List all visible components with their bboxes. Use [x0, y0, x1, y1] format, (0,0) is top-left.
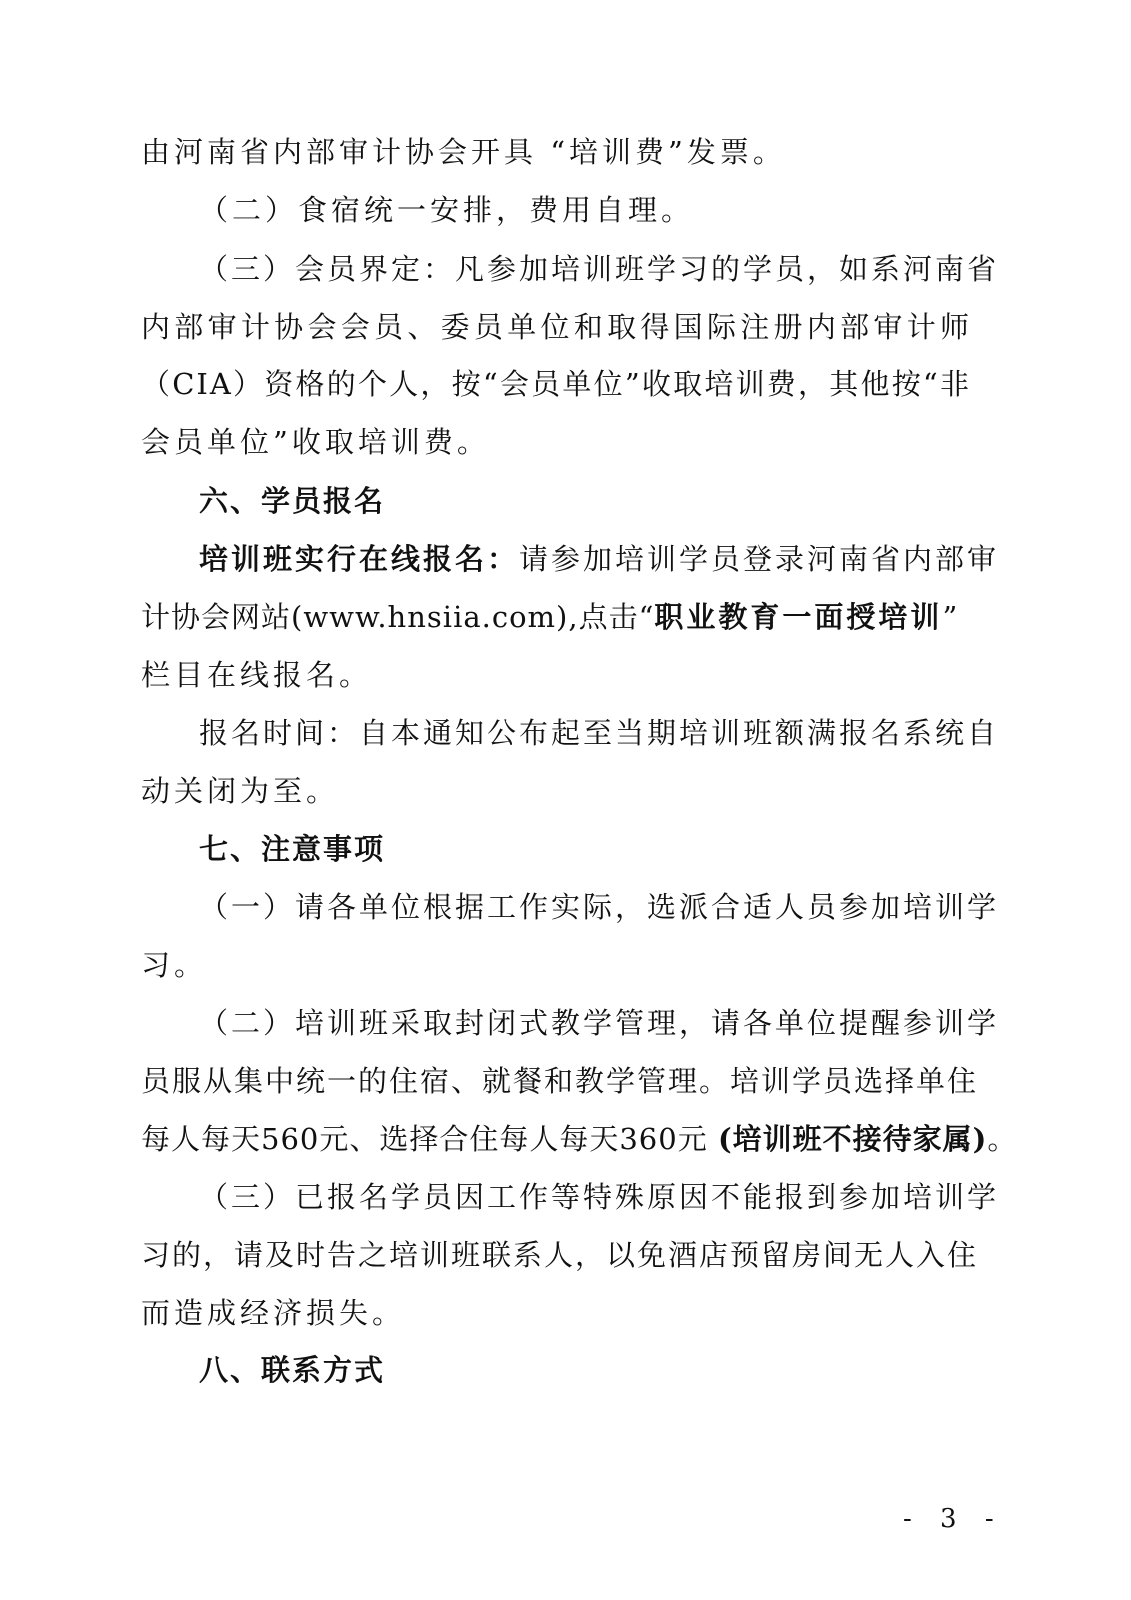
- paragraph-line: （三）会员界定：凡参加培训班学习的学员，如系河南省: [199, 252, 1000, 286]
- paragraph-text: 每人每天560元、选择合住每人每天360元: [141, 1122, 708, 1156]
- page-number: - 3 -: [903, 1504, 1004, 1534]
- paragraph-line: 员服从集中统一的住宿、就餐和教学管理。培训学员选择单住: [141, 1064, 979, 1098]
- paragraph-line: 而造成经济损失。: [141, 1296, 406, 1330]
- paragraph-line: [199, 539, 999, 579]
- paragraph-line: （CIA）资格的个人，按“会员单位”收取培训费，其他按“非: [141, 367, 971, 401]
- paragraph-line: 习的，请及时告之培训班联系人，以免酒店预留房间无人入住: [141, 1238, 979, 1272]
- section-heading-7: 七、注意事项: [199, 832, 386, 866]
- section-heading-6: 六、学员报名: [199, 484, 386, 518]
- paragraph-line: 报名时间：自本通知公布起至当期培训班额满报名系统自: [199, 716, 1000, 750]
- paragraph-line: 栏目在线报名。: [141, 658, 373, 692]
- paragraph-line: （二）食宿统一安排，费用自理。: [199, 193, 695, 227]
- bold-note: (培训班不接待家属): [717, 1122, 988, 1156]
- bold-lead-in: 培训班实行在线报名：: [199, 542, 520, 576]
- menu-path-text: 职业教育一面授培训: [654, 600, 943, 634]
- paragraph-line: 会员单位”收取培训费。: [141, 425, 490, 459]
- paragraph-line: 动关闭为至。: [141, 774, 340, 808]
- paragraph-line: （三）已报名学员因工作等特殊原因不能报到参加培训学: [199, 1180, 1000, 1214]
- paragraph-text: 请参加培训学员登录河南省内部审: [519, 542, 1000, 576]
- quote-mark: ”: [942, 600, 959, 634]
- paragraph-line: （二）培训班采取封闭式教学管理，请各单位提醒参训学: [199, 1006, 1000, 1040]
- section-heading-8: 八、联系方式: [199, 1353, 386, 1387]
- paragraph-line: [141, 597, 958, 637]
- paragraph-line: 习。: [141, 948, 208, 982]
- website-text: 计协会网站(www.hnsiia.com),点击“: [141, 600, 655, 634]
- paragraph-line: [141, 1119, 1017, 1159]
- paragraph-line: （一）请各单位根据工作实际，选派合适人员参加培训学: [199, 890, 1000, 924]
- paragraph-line: 内部审计协会会员、委员单位和取得国际注册内部审计师: [141, 310, 971, 344]
- period: 。: [987, 1122, 1018, 1156]
- paragraph-line: 由河南省内部审计协会开具 “培训费”发票。: [141, 135, 786, 169]
